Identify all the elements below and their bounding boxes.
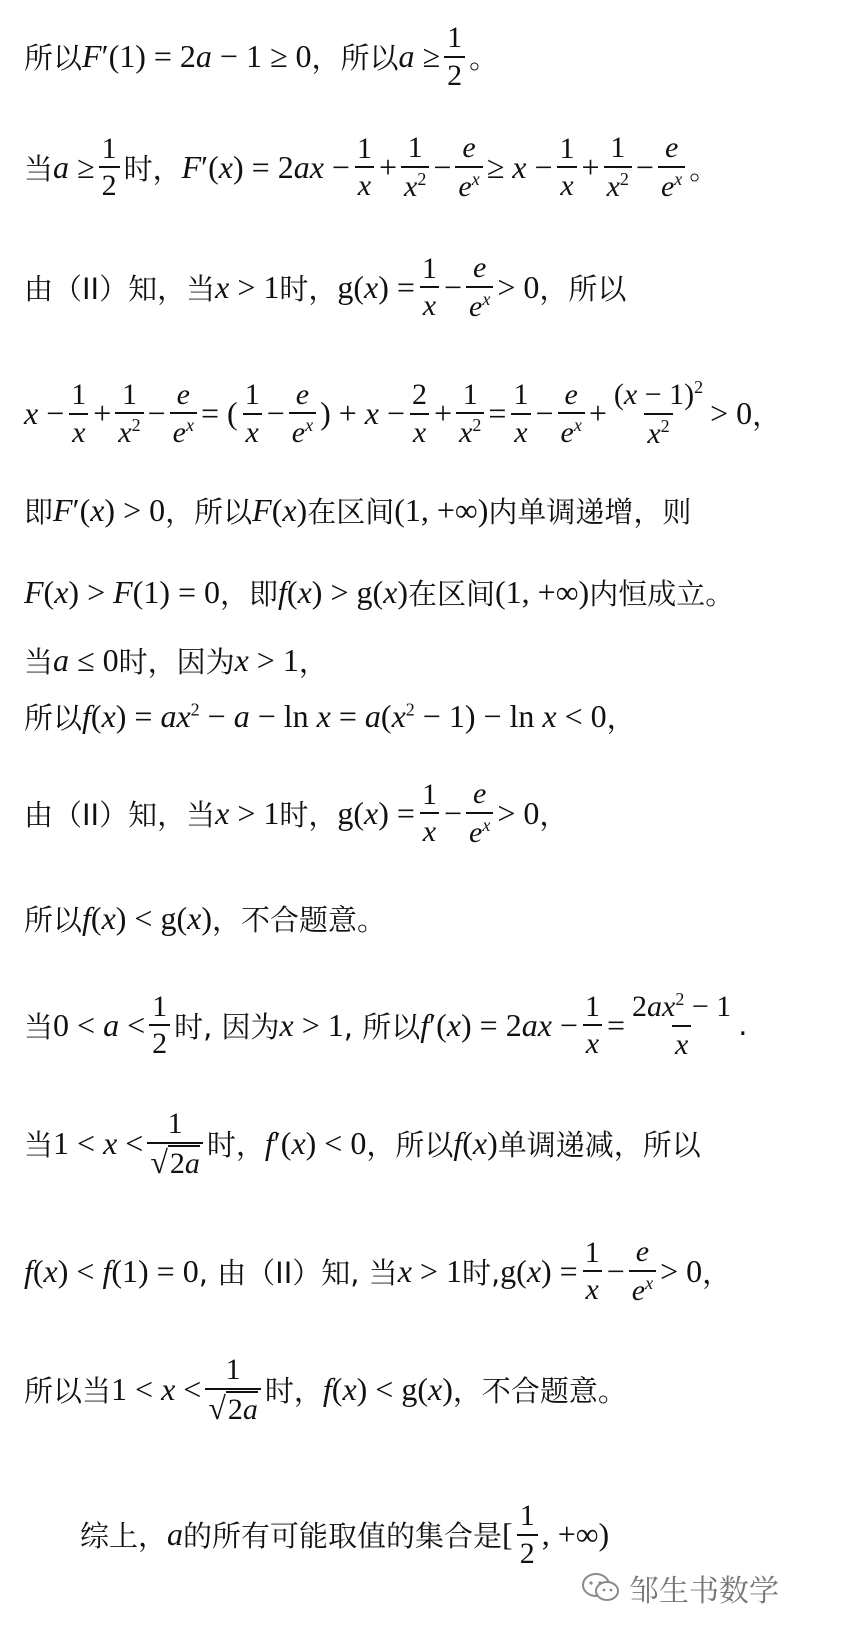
text: 由（II）知，当: [24, 797, 216, 832]
text: 当: [24, 151, 54, 186]
line-7: 当 a ≤ 0 时，因为 x > 1 ，: [24, 642, 328, 679]
text: ，即: [220, 577, 279, 611]
line-15: 综上， a 的所有可能取值的集合是 [ $\frac{1}{2}$ , +∞): [80, 1499, 610, 1570]
text: 当: [24, 1128, 54, 1163]
text: 的所有可能取值的集合是: [183, 1519, 503, 1553]
text: 所以: [24, 41, 83, 75]
text: 时，: [279, 797, 338, 832]
text: 当: [24, 645, 54, 679]
text: ，: [606, 701, 636, 735]
text: ，不合题意。: [211, 903, 386, 937]
line-1: 所以 F′(1) = 2a − 1 ≥ 0 ，所以 a ≥ $\frac{1}{2}$ 。: [24, 21, 499, 92]
fraction: $\frac{1}{2}$: [444, 22, 465, 91]
line-3: 由（II）知，当 x > 1 时， g(x) = $\frac{1}{x}$ − $\frac{e}{e^x}$ > 0 ，所以: [24, 251, 627, 323]
line-8: 所以 $f(x) = ax^2 - a - \ln x = a(x^2 - 1) - \ln x < 0$ ，: [24, 698, 636, 735]
wechat-icon: [581, 1571, 621, 1605]
text: 时, 因为: [174, 1009, 280, 1044]
line-13: f(x) < f(1) = 0 , 由（II）知, 当 x > 1 时, g(x) = $\frac{1}{x}$ − $\frac{e}{e^x}$ > 0 ，: [24, 1235, 732, 1307]
text: .: [738, 1008, 748, 1042]
fraction: $\frac{1}{2}$: [99, 133, 120, 202]
text: 。: [469, 41, 499, 75]
watermark-text: 邹生书数学: [629, 1574, 779, 1609]
text: ，不合题意。: [452, 1374, 627, 1409]
line-10: 所以 f(x) < g(x) ，不合题意。: [24, 900, 386, 937]
line-11: 当 0 < a < $\frac{1}{2}$ 时, 因为 x > 1 , 所以 f′(x) = 2ax − $\frac{1}{x}$ = $\frac{2ax^2 - 1}{x}$ .: [24, 989, 748, 1061]
line-2: 当 a ≥ $\frac{1}{2}$ 时， F′(x) = 2ax − $\frac{1}{x}$ + $\frac{1}{x^2}$ − $\frac{e}{e^x}$ ≥ x − $\frac{1}{x}$ + $\frac{1}{x^2}$ − $\frac{e}{e^x}$ 。: [24, 131, 719, 203]
text: , 由（II）知, 当: [198, 1255, 398, 1290]
text: 当: [24, 1009, 54, 1044]
text: 时，: [123, 151, 182, 186]
text: 时,: [461, 1255, 501, 1290]
text: 内恒成立。: [589, 577, 735, 611]
text: ，: [539, 797, 569, 832]
text: ，所以: [366, 1128, 454, 1163]
text: 时，因为: [118, 645, 235, 679]
line-12: 当 1 < x < $\frac{1}{√2a}$ 时， f′(x) < 0 ，所以 f(x) 单调递减，所以: [24, 1107, 701, 1180]
text: ，所以: [539, 271, 627, 306]
text: 内单调递增，则: [488, 495, 692, 529]
text: 所以: [24, 701, 83, 735]
text: ，所以: [165, 495, 253, 529]
text: 。: [689, 151, 719, 186]
text: 综上，: [80, 1519, 168, 1553]
text: 单调递减，所以: [497, 1128, 701, 1163]
text: 在区间: [408, 577, 496, 611]
watermark: [581, 1566, 779, 1610]
text: , 所以: [343, 1009, 421, 1044]
line-4: x − $\frac{1}{x}$ + $\frac{1}{x^2}$ − $\frac{e}{e^x}$ = ( $\frac{1}{x}$ − $\frac{e}{e^x}$ ) + x − $\frac{2}{x}$ + $\frac{1}{x^2}$ = $\frac{1}{x}$ − $\frac{e}{e^x}$ + $\frac{(x - 1)^2}{x^2}$ > 0 ，: [24, 377, 782, 450]
text: ，: [702, 1255, 732, 1290]
text: 在区间: [307, 495, 395, 529]
text: ，: [298, 645, 328, 679]
text: 即: [24, 495, 54, 529]
line-6: F(x) > F(1) = 0 ，即 f(x) > g(x) 在区间 (1, +∞) 内恒成立。: [24, 574, 735, 611]
text: ，所以: [311, 41, 399, 75]
line-5: 即 F′(x) > 0 ，所以 F(x) 在区间 (1, +∞) 内单调递增，则: [24, 492, 692, 529]
text: 时，: [264, 1374, 323, 1409]
text: 所以当: [24, 1374, 112, 1409]
text: 时，: [279, 271, 338, 306]
line-9: 由（II）知，当 x > 1 时， g(x) = $\frac{1}{x}$ − $\frac{e}{e^x}$ > 0 ，: [24, 777, 569, 849]
text: 所以: [24, 903, 83, 937]
text: 由（II）知，当: [24, 271, 216, 306]
text: 时，: [206, 1128, 265, 1163]
line-14: 所以当 1 < x < $\frac{1}{√2a}$ 时， f(x) < g(x) ，不合题意。: [24, 1353, 627, 1426]
text: ，: [752, 398, 782, 432]
